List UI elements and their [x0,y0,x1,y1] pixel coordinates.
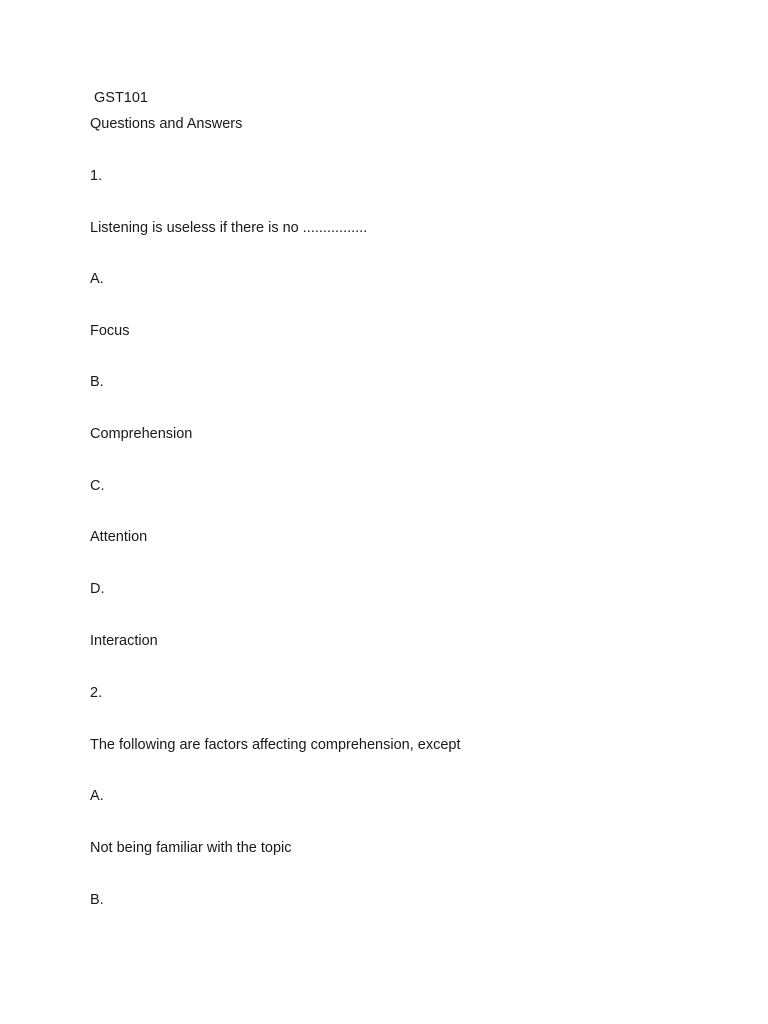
option-text: Focus [90,323,130,339]
option-letter: D. [90,581,105,597]
question-text: Listening is useless if there is no ................ [90,220,368,236]
question-number: 2. [90,685,103,701]
option-letter: B. [90,892,104,908]
option-text: Comprehension [90,426,193,442]
option-letter: B. [90,374,104,390]
document-subtitle: Questions and Answers [90,116,243,132]
question-number: 1. [90,168,103,184]
course-code: GST101 [94,90,148,106]
option-text: Interaction [90,633,158,649]
option-letter: A. [90,788,104,804]
question-text: The following are factors affecting comprehension, except [90,737,461,753]
option-letter: C. [90,478,105,494]
option-text: Not being familiar with the topic [90,840,292,856]
option-letter: A. [90,271,104,287]
option-text: Attention [90,529,148,545]
